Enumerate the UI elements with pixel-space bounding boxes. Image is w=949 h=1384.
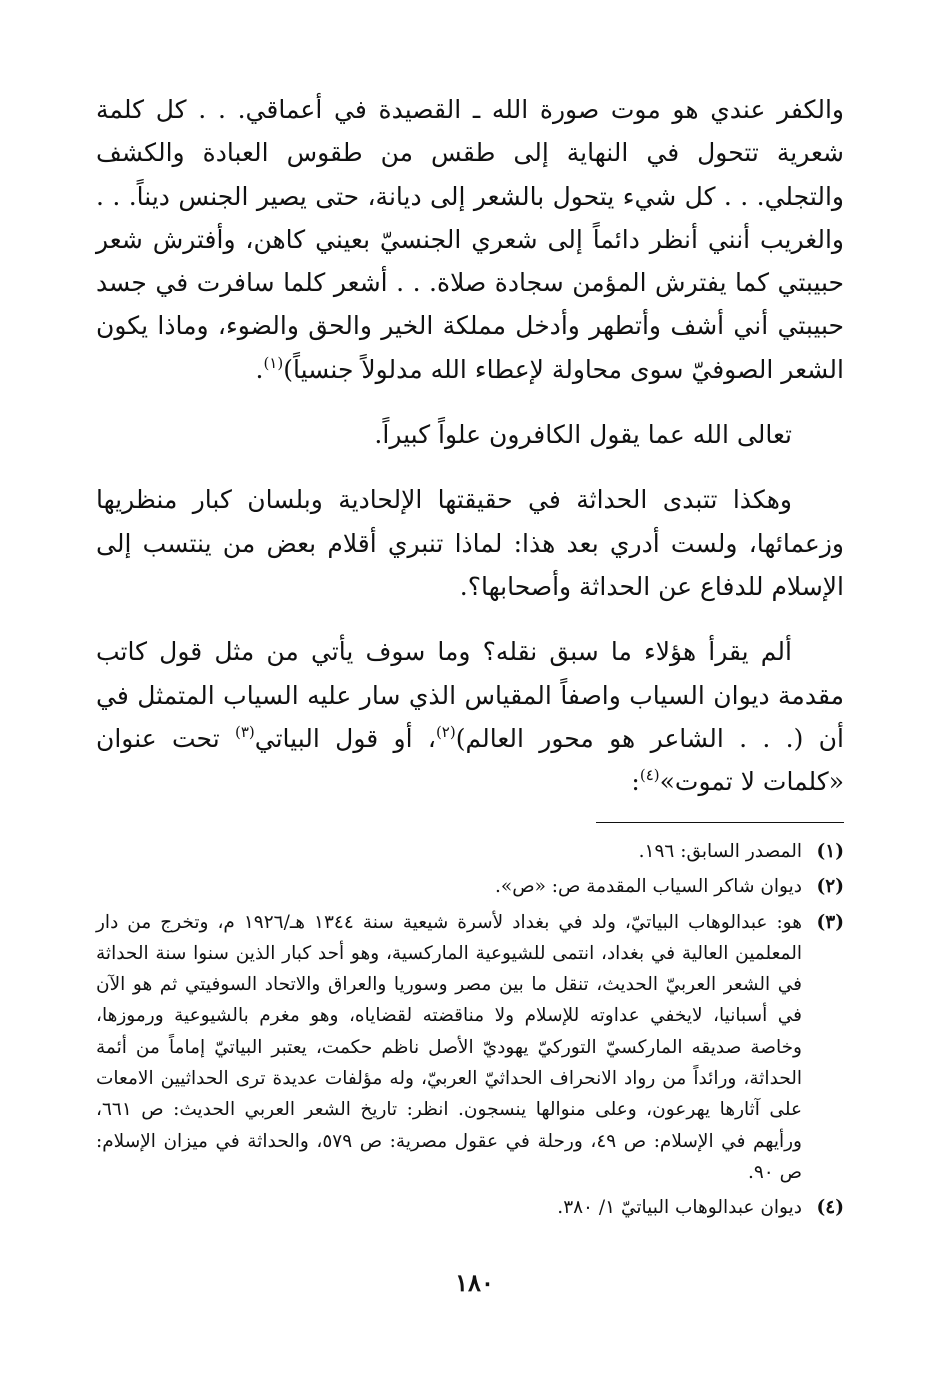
footnote-ref-3[interactable]: (٣) bbox=[234, 722, 255, 741]
paragraph-4 bbox=[96, 630, 844, 803]
footnote-ref-4[interactable]: (٤) bbox=[639, 766, 660, 785]
footnote-4 bbox=[96, 1192, 844, 1223]
footnote-3 bbox=[96, 907, 844, 1189]
paragraph-1 bbox=[96, 88, 844, 391]
footnote-number: (١) bbox=[816, 841, 844, 862]
footnote-number: (٢) bbox=[816, 876, 844, 898]
footnote-text: المصدر السابق: ١٩٦. bbox=[638, 841, 802, 862]
footnote-separator bbox=[596, 822, 844, 823]
footnote-text: ديوان عبدالوهاب البياتيّ ١/ ٣٨٠. bbox=[557, 1197, 802, 1219]
footnote-ref-1[interactable]: (١) bbox=[263, 353, 284, 372]
main-text bbox=[96, 88, 844, 803]
paragraph-4-part-d: : bbox=[631, 767, 640, 797]
paragraph-1-text: والكفر عندي هو موت صورة الله ـ القصيدة في أعماقي. . . كل كلمة شعرية تتحول في النهاية إلى طقس من طقوس العبادة والكشف والتجلي. . . كل شيء يتحول بالشعر إلى ديانة، حتى يصير الجنس ديناً. . . والغريب أنني أنظر دائماً إلى شعري الجنسيّ بعيني كاهن، وأفترش شعر حبيبتي كما يفترش المؤمن سجادة صلاة. . . أشعر كلما سافرت في جسد حبيبتي أني أشف وأتطهر وأدخل مملكة الخير والحق والضوء، وماذا يكون الشعر الصوفيّ سوى محاولة لإعطاء الله مدلولاً جنسياً) bbox=[96, 95, 844, 384]
footnote-ref-2[interactable]: (٢) bbox=[435, 722, 456, 741]
footnote-number: (٣) bbox=[816, 911, 844, 933]
paragraph-2: تعالى الله عما يقول الكافرون علواً كبيراً. bbox=[374, 420, 792, 450]
footnote-text: هو: عبدالوهاب البياتيّ، ولد في بغداد لأسرة شيعية سنة ١٣٤٤ هـ/١٩٢٦ م، وتخرج من دار المعلمين العالية في بغداد، انتمى للشيوعية الماركسية، وهو أحد كبار الذين سنوا سنة الحداثة في الشعر العربيّ الحديث، تنقل ما بين مصر وسوريا والعراق والاتحاد السوفيتي ثم هو الآن في أسبانيا، لايخفي عداوته للإسلام ولا مناقضته لقضاياه، وهو مغرم بالشيوعية ورموزها، وخاصة صديقه الماركسيّ التوركيّ يهوديّ الأصل ناظم حكمت، يعتبر البياتيّ إماماً من أئمة الحداثة، ورائداً من رواد الانحراف الحداثيّ العربيّ، وله مؤلفات عديدة ترى الحداثيين الامعات على آثارها يهرعون، وعلى منوالها ينسجون. انظر: تاريخ الشعر العربي الحديث: ص ٦٦١، ورأيهم في الإسلام: ص ٤٩، ورحلة في عقول مصرية: ص ٥٧٩، والحداثة في ميزان الإسلام: ص ٩٠. bbox=[96, 911, 802, 1183]
footnotes bbox=[96, 836, 844, 1228]
footnote-number: (٤) bbox=[816, 1197, 844, 1219]
footnote-2 bbox=[96, 871, 844, 902]
page-number: ١٨٠ bbox=[455, 1268, 494, 1297]
footnote-1 bbox=[96, 836, 844, 867]
paragraph-1-end: . bbox=[255, 354, 264, 384]
paragraph-4-part-b: ، أو قول البياتي bbox=[254, 723, 436, 753]
paragraph-3: وهكذا تتبدى الحداثة في حقيقتها الإلحادية وبلسان كبار منظريها وزعمائها، ولست أدري بعد هذا: لماذا تنبري أقلام بعض من ينتسب إلى الإسلام للدفاع عن الحداثة وأصحابها؟. bbox=[96, 485, 844, 601]
paragraph-4-part-c: تحت عنوان «كلمات لا تموت» bbox=[96, 723, 844, 797]
footnote-text: ديوان شاكر السياب المقدمة ص: «ص». bbox=[495, 876, 802, 898]
paragraph-4-part-a: ألم يقرأ هؤلاء ما سبق نقله؟ وما سوف يأتي من مثل قول كاتب مقدمة ديوان السياب واصفاً المقياس الذي سار عليه السياب المتمثل في أن (. . . الشاعر هو محور العالم) bbox=[96, 637, 844, 753]
